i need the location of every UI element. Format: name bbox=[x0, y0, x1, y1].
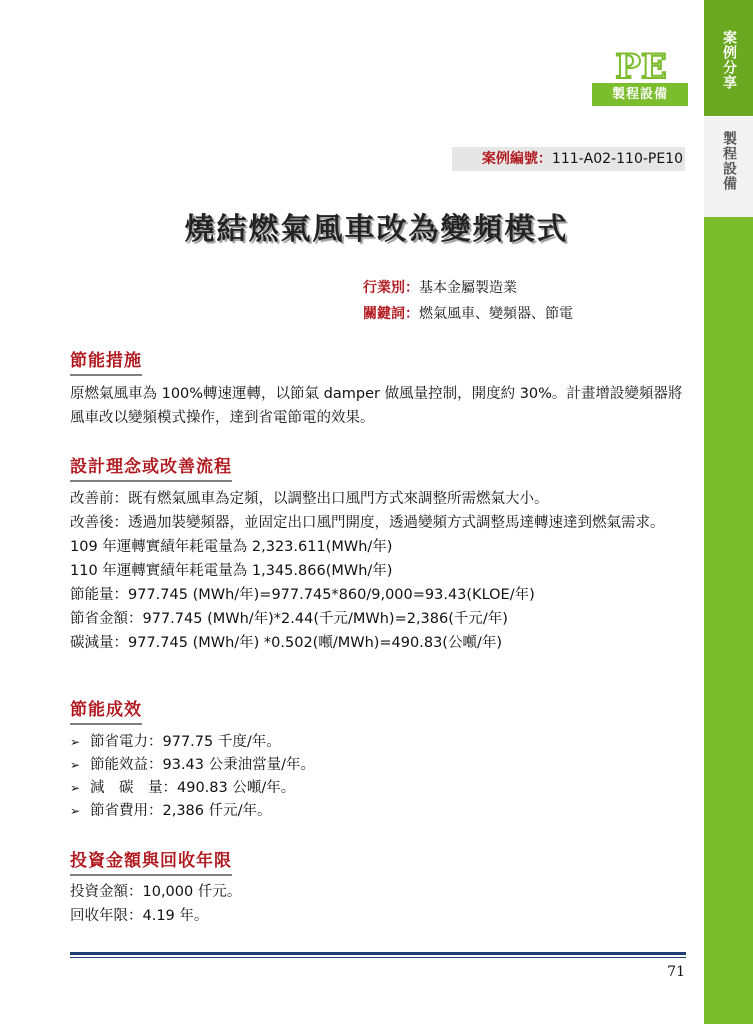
results-list bbox=[70, 730, 688, 822]
result-text: 節省電力：977.75 千度/年。 bbox=[90, 733, 281, 750]
design-text bbox=[70, 487, 688, 655]
result-text: 減 碳 量：490.83 公噸/年。 bbox=[90, 779, 296, 796]
design-line: 節能量：977.745 (MWh/年)=977.745*860/9,000=93.43(KLOE/年) bbox=[70, 587, 535, 603]
keywords-value: 燃氣風車、變頻器、節電 bbox=[419, 306, 573, 322]
footer-rule-thin bbox=[70, 957, 686, 958]
list-item bbox=[70, 776, 688, 799]
design-line: 改善後：透過加裝變頻器，並固定出口風門開度，透過變頻方式調整馬達轉速達到燃氣需求。 bbox=[70, 515, 665, 531]
section-heading-measures: 節能措施 bbox=[70, 346, 142, 376]
pe-logo-text: PE bbox=[615, 48, 667, 82]
investment-text bbox=[70, 880, 688, 928]
design-line: 110 年運轉實績年耗電量為 1,345.866(MWh/年) bbox=[70, 563, 393, 579]
design-line: 改善前：既有燃氣風車為定頻，以調整出口風門方式來調整所需燃氣大小。 bbox=[70, 491, 549, 507]
arrow-bullet-icon: ➢ bbox=[70, 803, 81, 818]
design-line: 109 年運轉實績年耗電量為 2,323.611(MWh/年) bbox=[70, 539, 393, 555]
investment-line: 回收年限：4.19 年。 bbox=[70, 908, 209, 924]
side-tab bbox=[704, 0, 753, 1024]
side-tab-label-case-share: 案例分享 bbox=[721, 30, 737, 90]
list-item bbox=[70, 730, 688, 753]
design-line: 節省金額：977.745 (MWh/年)*2.44(千元/MWh)=2,386(千元/年) bbox=[70, 611, 508, 627]
result-text: 節省費用：2,386 仟元/年。 bbox=[90, 802, 272, 819]
pe-logo bbox=[596, 48, 686, 82]
industry-label: 行業別： bbox=[363, 280, 419, 296]
footer-rule-thick bbox=[70, 952, 686, 955]
measures-paragraph: 原燃氣風車為 100%轉速運轉，以節氣 damper 做風量控制，開度約 30%。計畫增設變頻器將風車改以變頻模式操作，達到省電節電的效果。 bbox=[70, 386, 683, 426]
case-number-label: 案例編號： bbox=[481, 151, 552, 167]
keywords-label: 關鍵詞： bbox=[363, 306, 419, 322]
side-tab-label-process-equipment: 製程設備 bbox=[721, 131, 737, 191]
case-number-value: 111-A02-110-PE10 bbox=[551, 151, 683, 167]
arrow-bullet-icon: ➢ bbox=[70, 757, 81, 772]
side-tab-process-equipment bbox=[704, 117, 753, 217]
list-item bbox=[70, 753, 688, 776]
page-number: 71 bbox=[667, 964, 685, 980]
result-text: 節能效益：93.43 公秉油當量/年。 bbox=[90, 756, 316, 773]
side-tab-case-share bbox=[704, 0, 753, 117]
measures-text bbox=[70, 382, 688, 430]
section-heading-results: 節能成效 bbox=[70, 695, 142, 725]
design-line: 碳減量：977.745 (MWh/年) *0.502(噸/MWh)=490.83(公噸/年) bbox=[70, 635, 502, 651]
list-item bbox=[70, 799, 688, 822]
section-heading-design: 設計理念或改善流程 bbox=[70, 452, 232, 482]
page-title: 燒結燃氣風車改為變頻模式 bbox=[184, 212, 569, 247]
section-heading-investment: 投資金額與回收年限 bbox=[70, 846, 232, 876]
arrow-bullet-icon: ➢ bbox=[70, 780, 81, 795]
category-label: 製程設備 bbox=[592, 83, 688, 106]
case-number-box bbox=[452, 147, 685, 171]
keywords-row bbox=[363, 303, 573, 323]
industry-row bbox=[363, 277, 517, 297]
arrow-bullet-icon: ➢ bbox=[70, 734, 81, 749]
investment-line: 投資金額：10,000 仟元。 bbox=[70, 884, 242, 900]
industry-value: 基本金屬製造業 bbox=[419, 280, 517, 296]
